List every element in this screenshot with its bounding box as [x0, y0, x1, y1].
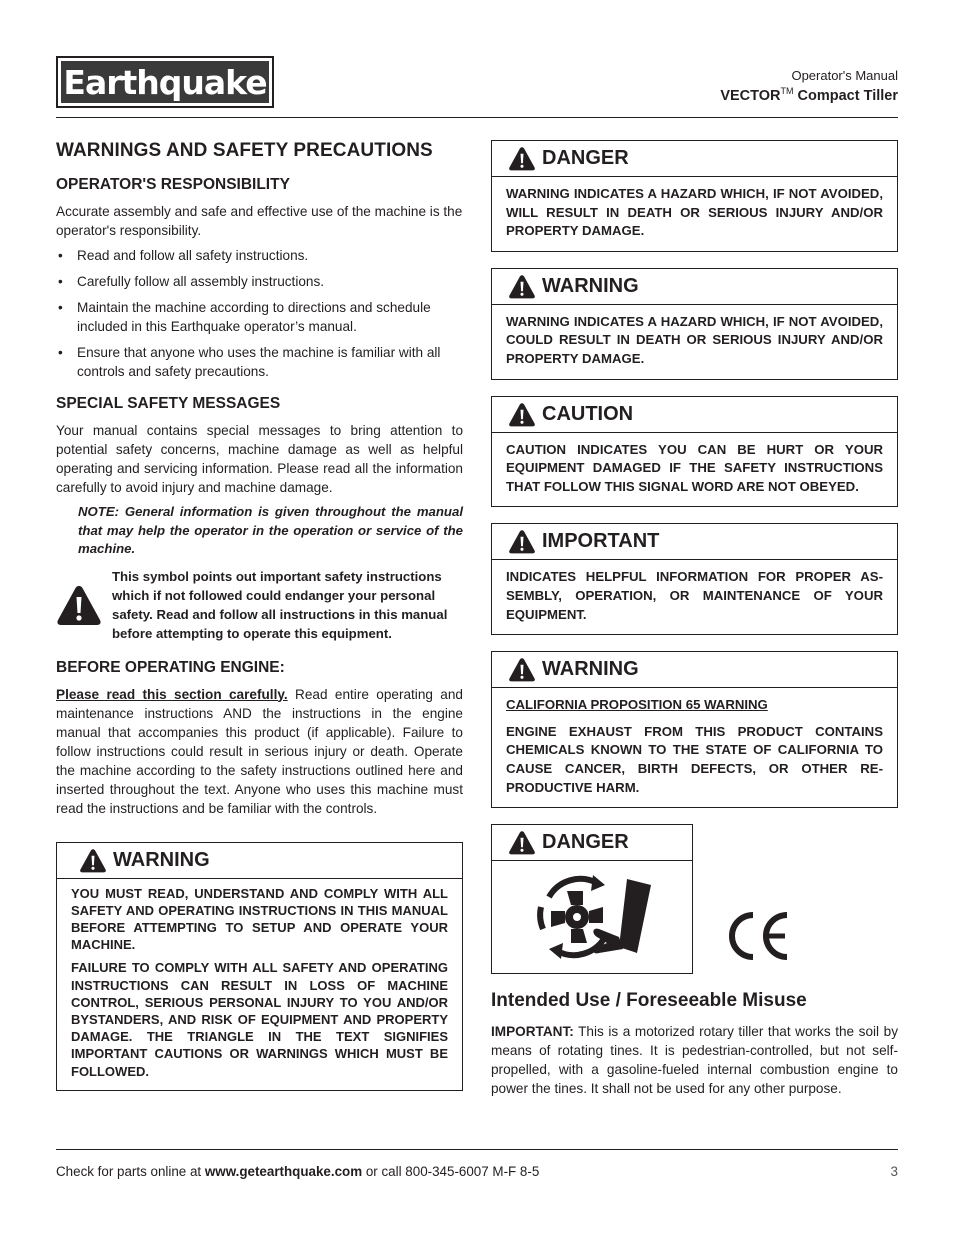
danger-pictogram-row [491, 824, 898, 974]
list-item: • Carefully follow all assembly instructions. [56, 272, 463, 291]
parts-website-link[interactable]: www.getearthquake.com [204, 1164, 363, 1179]
warning-triangle-icon [508, 830, 536, 855]
ce-mark-logo [723, 909, 793, 968]
warning-paragraph: YOU MUST READ, UNDERSTAND AND COMPLY WITH ALL SAFETY AND OPERATING INSTRUCTIONS IN THIS MANUAL BEFORE ATTEMPTING TO SETUP AND OPERATE YOUR MACHINE. [71, 885, 448, 953]
special-messages-text: Your manual contains special messages to bring attention to potential safety concerns, machine damage as well as helpful operating and servicing information. Please read all the information carefully to avoid injury and machine damage. [56, 423, 463, 495]
document-header [720, 68, 898, 104]
warning-title: WARNING [542, 274, 639, 297]
warning-box-body [57, 879, 462, 1090]
safety-symbol-explanation [56, 567, 463, 643]
responsibility-list [56, 246, 463, 381]
safety-symbol-text: This symbol points out important safety instructions which if not followed could endanger your personal safety. Read and follow all instructions in this manual before attempting to operate this equipment. [112, 568, 448, 641]
warning-triangle-icon [79, 848, 107, 873]
page-number: 3 [890, 1164, 898, 1179]
special-messages-heading: SPECIAL SAFETY MESSAGES [56, 395, 281, 412]
intended-use-text: IMPORTANT: This is a motorized rotary tiller that works the soil by means of rotating tines. It is pedestrian-controlled, but not self-propelled, with a gasoline-fueled internal combustion engine to power the tines. It shall not be used for any other purpose. [491, 1024, 898, 1097]
ce-mark-icon [723, 909, 793, 963]
warning-triangle-icon [508, 657, 536, 682]
warning-triangle-icon [508, 274, 536, 299]
danger-header [492, 141, 897, 177]
page-title: WARNINGS AND SAFETY PRECAUTIONS [56, 140, 433, 161]
warning-paragraph: FAILURE TO COMPLY WITH ALL SAFETY AND OPERATING INSTRUCTIONS CAN RESULT IN LOSS OF MACHINE CONTROL, SERIOUS PERSONAL INJURY TO YOU AND/OR BYSTANDERS, AND RISK OF EQUIPMENT AND PROPERTY DAMAGE. THE TRIANGLE IN THE TEXT SIGNIFIES IMPORTANT CAUTIONS OR WARNINGS WHICH MUST BE FOLLOWED. [71, 960, 448, 1079]
footer-divider [56, 1149, 898, 1150]
prop65-text: ENGINE EXHAUST FROM THIS PRODUCT CONTAINS CHEMICALS KNOWN TO THE STATE OF CALIFORNIA TO CAUSE CANCER, BIRTH DEFECTS, OR OTHER REPRODUCTIVE HARM. [506, 723, 883, 795]
warning-title: WARNING [113, 848, 210, 871]
danger-title: DANGER [542, 147, 629, 169]
danger-text: WARNING INDICATES A HAZARD WHICH, IF NOT AVOIDED, WILL RESULT IN DEATH OR SERIOUS INJURY AND/OR PROPERTY DAMAGE. [506, 186, 883, 239]
caution-text: CAUTION INDICATES YOU CAN BE HURT OR YOUR EQUIPMENT DAMAGED IF THE SAFETY INSTRUCTIONS THAT FOLLOW THIS SIGNAL WORD ARE NOT OBEYED. [506, 441, 883, 494]
list-item: • Maintain the machine according to directions and schedule included in this Earthquake operator’s manual. [56, 298, 463, 336]
list-item: • Ensure that anyone who uses the machine is familiar with all controls and safety precautions. [56, 343, 463, 381]
important-text: INDICATES HELPFUL INFORMATION FOR PROPER ASSEMBLY, OPERATION, OR MAINTENANCE OF YOUR EQUIPMENT. [506, 569, 883, 622]
intended-use-heading: Intended Use / Foreseeable Misuse [491, 990, 807, 1012]
earthquake-logo [56, 56, 274, 108]
danger-pictogram-box [491, 824, 693, 974]
prop65-warning-box [491, 651, 898, 808]
warning-triangle-icon [508, 146, 536, 171]
responsibility-heading: OPERATOR'S RESPONSIBILITY [56, 176, 290, 193]
general-note: NOTE: General information is given throughout the manual that may help the operator in the operation or service of the machine. [78, 504, 463, 556]
header-divider [56, 117, 898, 118]
warning-definition-box [491, 268, 898, 380]
caution-definition-box [491, 396, 898, 508]
right-column [491, 140, 898, 1098]
prop65-subheading: CALIFORNIA PROPOSITION 65 WARNING [506, 697, 768, 713]
prop65-body [492, 688, 897, 807]
before-operating-heading: BEFORE OPERATING ENGINE: [56, 658, 285, 676]
product-title: VECTOR™ Compact Tiller [720, 86, 898, 104]
brand-name: Earthquake [61, 61, 269, 103]
prop65-header [492, 652, 897, 688]
warning-box-header [57, 843, 462, 879]
important-header [492, 524, 897, 560]
warning-triangle-icon [508, 402, 536, 427]
caution-header [492, 397, 897, 433]
warning-header [492, 269, 897, 305]
important-definition-box [491, 523, 898, 635]
warning-box-main [56, 842, 463, 1091]
danger-pictogram-header [492, 825, 692, 861]
warning-triangle-icon [56, 584, 102, 626]
rotating-tines-hand-hazard-icon [492, 861, 692, 973]
caution-title: CAUTION [542, 402, 634, 425]
important-title: IMPORTANT [542, 530, 660, 553]
page-footer [56, 1164, 898, 1179]
prop65-title: WARNING [542, 658, 639, 681]
danger-pictogram-title: DANGER [542, 831, 629, 854]
manual-label: Operator's Manual [791, 68, 898, 83]
footer-contact: Check for parts online at www.getearthquake.com or call 800-345-6007 M-F 8-5 [56, 1164, 540, 1179]
danger-definition-box [491, 140, 898, 252]
warning-text: WARNING INDICATES A HAZARD WHICH, IF NOT AVOIDED, COULD RESULT IN DEATH OR SERIOUS INJURY AND/OR PROPERTY DAMAGE. [506, 313, 883, 366]
responsibility-intro: Accurate assembly and safe and effective use of the machine is the operator's responsibility. [56, 204, 463, 238]
list-item: • Read and follow all safety instructions. [56, 246, 463, 265]
warning-triangle-icon [508, 529, 536, 554]
before-operating-text: Please read this section carefully. Read entire operating and maintenance instructions AND the instructions in the engine manual that accompanies this product (if applicable). Failure to follow instructions could result in serious injury or death. Operate the machine according to the safety instructions outlined here and inserted throughout the text. Anyone who uses this machine must read the instructions and be familiar with the controls. [56, 686, 463, 816]
left-column [56, 140, 463, 1091]
